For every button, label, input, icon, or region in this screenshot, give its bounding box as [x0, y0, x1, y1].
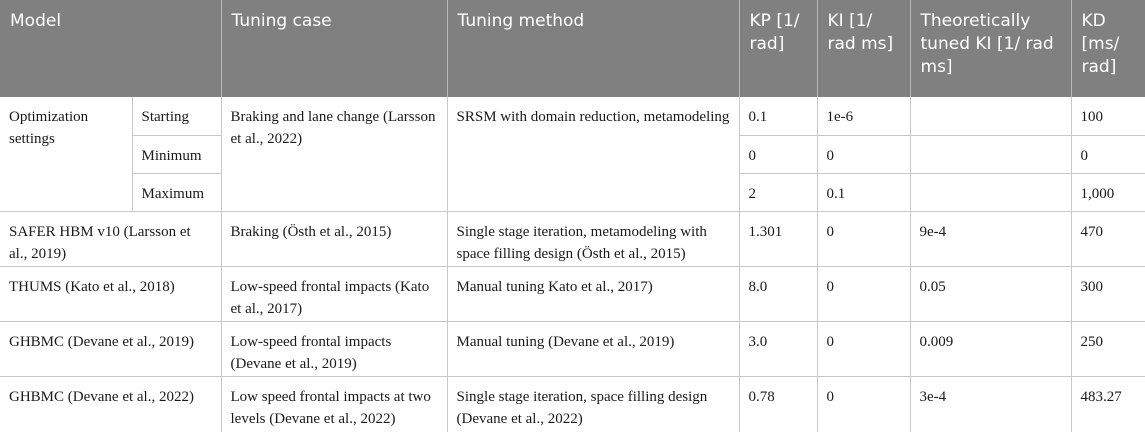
optimization-tuning-case: Braking and lane change (Larsson et al., 2022) — [221, 97, 447, 211]
table-row — [0, 321, 1145, 376]
header-tuning-case: Tuning case — [221, 0, 447, 97]
cell-tuning-case: Low-speed frontal impacts (Devane et al., 2019) — [221, 321, 447, 376]
header-theoretical-ki: Theoretically tuned KI [1/ rad ms] — [910, 0, 1071, 97]
cell-kd: 300 — [1071, 266, 1145, 321]
cell-tuning-case: Low speed frontal impacts at two levels (Devane et al., 2022) — [221, 376, 447, 432]
header-tuning-method: Tuning method — [447, 0, 739, 97]
cell-ki: 1e-6 — [817, 97, 910, 135]
optimization-sub-label: Starting — [132, 97, 221, 135]
optimization-tuning-method: SRSM with domain reduction, metamodeling — [447, 97, 739, 211]
header-kd: KD [ms/ rad] — [1081, 11, 1120, 77]
optimization-sub-label: Maximum — [132, 173, 221, 211]
header-ki: KI [1/ rad ms] — [817, 0, 910, 97]
cell-kp: 3.0 — [739, 321, 817, 376]
cell-ki: 0.1 — [817, 173, 910, 211]
cell-model: GHBMC (Devane et al., 2022) — [0, 376, 221, 432]
cell-ki: 0 — [817, 321, 910, 376]
cell-ki: 0 — [817, 266, 910, 321]
cell-kd: 470 — [1071, 211, 1145, 266]
cell-model: SAFER HBM v10 (Larsson et al., 2019) — [0, 211, 221, 266]
cell-kd: 0 — [1071, 135, 1145, 173]
cell-tuning-method: Manual tuning (Devane et al., 2019) — [447, 321, 739, 376]
cell-kp: 8.0 — [739, 266, 817, 321]
cell-theoretical-ki: 3e-4 — [910, 376, 1071, 432]
cell-tuning-case: Low-speed frontal impacts (Kato et al., 2017) — [221, 266, 447, 321]
cell-kd: 100 — [1071, 97, 1145, 135]
cell-model: GHBMC (Devane et al., 2019) — [0, 321, 221, 376]
cell-kp: 1.301 — [739, 211, 817, 266]
cell-theoretical-ki — [910, 135, 1071, 173]
cell-ki: 0 — [817, 135, 910, 173]
cell-theoretical-ki — [910, 173, 1071, 211]
cell-ki: 0 — [817, 376, 910, 432]
header-kp: KP [1/ rad] — [739, 0, 817, 97]
cell-ki: 0 — [817, 211, 910, 266]
optimization-label: Optimization settings — [0, 97, 132, 211]
cell-kp: 0.1 — [739, 97, 817, 135]
cell-theoretical-ki: 0.05 — [910, 266, 1071, 321]
cell-kd: 250 — [1071, 321, 1145, 376]
cell-kp: 0.78 — [739, 376, 817, 432]
cell-tuning-method: Single stage iteration, space filling design (Devane et al., 2022) — [447, 376, 739, 432]
header-model: Model — [0, 0, 221, 97]
table-row — [0, 376, 1145, 432]
table-row — [0, 266, 1145, 321]
table-row-optimization-starting — [0, 97, 1145, 135]
cell-tuning-case: Braking (Östh et al., 2015) — [221, 211, 447, 266]
cell-kp: 0 — [739, 135, 817, 173]
cell-tuning-method: Manual tuning Kato et al., 2017) — [447, 266, 739, 321]
cell-theoretical-ki: 0.009 — [910, 321, 1071, 376]
cell-theoretical-ki — [910, 97, 1071, 135]
cell-kd: 1,000 — [1071, 173, 1145, 211]
cell-tuning-method: Single stage iteration, metamodeling with space filling design (Östh et al., 2015) — [447, 211, 739, 266]
cell-kd: 483.27 — [1080, 388, 1122, 405]
header-row — [0, 0, 1145, 97]
cell-theoretical-ki: 9e-4 — [910, 211, 1071, 266]
table-row — [0, 211, 1145, 266]
cell-kp: 2 — [739, 173, 817, 211]
optimization-sub-label: Minimum — [132, 135, 221, 173]
cell-model: THUMS (Kato et al., 2018) — [0, 266, 221, 321]
